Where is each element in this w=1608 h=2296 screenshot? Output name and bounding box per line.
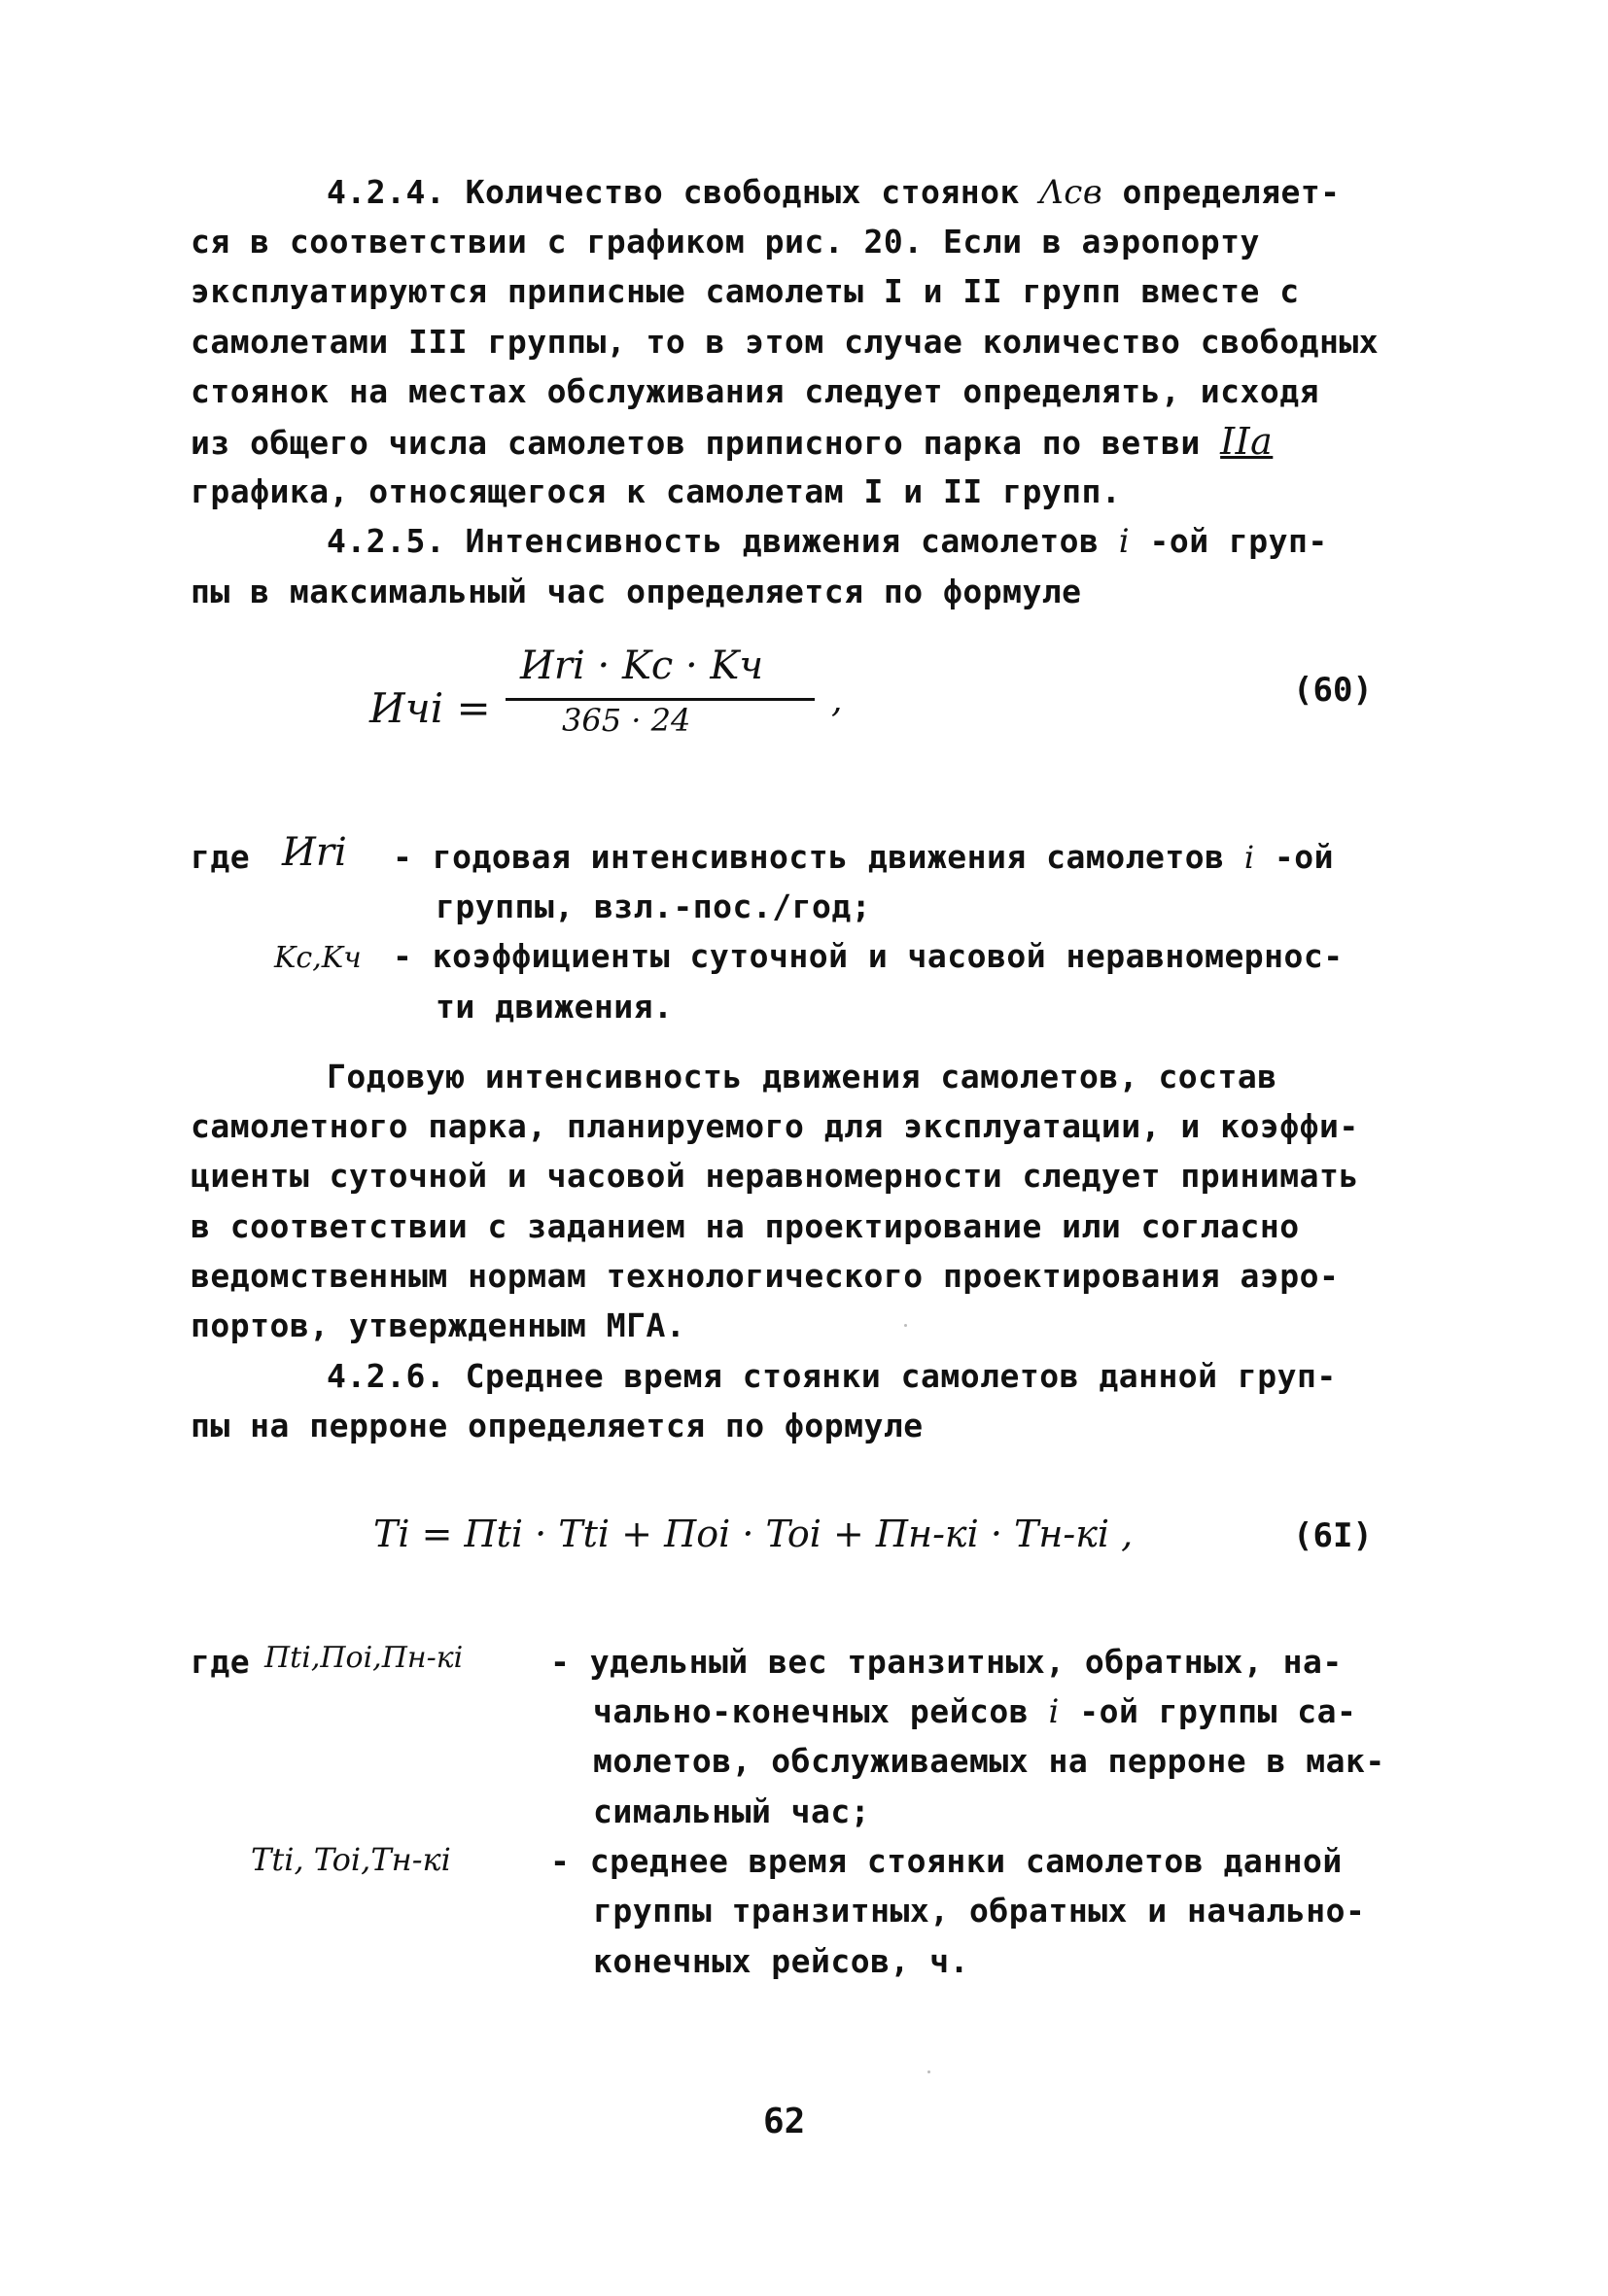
legend-60-def-2: - коэффициенты суточной и часовой неравномернос- — [393, 937, 1344, 975]
formula-61: Ti = Пti · Tti + Поi · Toi + Пн-кi · Тн-кi , — [373, 1513, 1134, 1555]
legend-61-def-1-cont-2: молетов, обслуживаемых на перроне в мак- — [593, 1742, 1385, 1780]
para-424-line-5: стоянок на местах обслуживания следует определять, исходя — [191, 372, 1319, 410]
symbol-i: i — [1118, 522, 1131, 561]
text: -ой груп- — [1130, 522, 1328, 560]
para-annual-line-5: ведомственным нормам технологического проектирования аэро- — [191, 1257, 1340, 1295]
legend-61-where: где — [191, 1643, 251, 1681]
legend-61-def-2-cont-2: конечных рейсов, ч. — [593, 1942, 969, 1980]
para-annual-line-1: Годовую интенсивность движения самолетов, состав — [327, 1058, 1277, 1096]
text: - годовая интенсивность движения самолетов — [393, 838, 1244, 876]
para-424-line-4: самолетами III группы, то в этом случае количество свободных — [191, 323, 1380, 361]
para-424-line-3: эксплуатируются приписные самолеты I и II групп вместе с — [191, 272, 1300, 310]
para-424-line-2: ся в соответствии с графиком рис. 20. Если в аэропорту — [191, 223, 1260, 261]
page-number: 62 — [763, 2102, 806, 2141]
legend-61-def-2: - среднее время стоянки самолетов данной — [550, 1842, 1343, 1880]
legend-61-def-1: - удельный вес транзитных, обратных, на- — [550, 1643, 1343, 1681]
symbol-free-stands: Λсв — [1039, 173, 1103, 212]
formula-61-number: (6I) — [1293, 1516, 1373, 1555]
para-426-line-2: пы на перроне определяется по формуле — [191, 1407, 924, 1444]
scan-speck — [927, 2070, 930, 2073]
para-426-line-1: 4.2.6. Среднее время стоянки самолетов данной груп- — [327, 1357, 1337, 1395]
para-425-line-2: пы в максимальный час определяется по формуле — [191, 573, 1082, 610]
legend-60-def-1 — [393, 838, 1334, 877]
symbol-i: i — [1243, 839, 1255, 876]
formula-60-fraction-bar — [506, 698, 815, 701]
text: чально-конечных рейсов — [593, 1692, 1049, 1730]
formula-60-number: (60) — [1293, 671, 1373, 710]
legend-60-def-1-cont: группы, взл.-пос./год; — [436, 887, 872, 925]
legend-60-where: где — [191, 838, 251, 876]
text: -ой — [1254, 838, 1335, 876]
para-425-line-1 — [327, 522, 1328, 561]
para-424-line-6 — [191, 422, 1273, 463]
para-annual-line-2: самолетного парка, планируемого для эксплуатации, и коэффи- — [191, 1107, 1359, 1145]
legend-61-symbol-2: Tti, Toi,Тн-кi — [251, 1841, 451, 1878]
symbol-branch-iia: IIa — [1220, 420, 1274, 463]
legend-61-symbol-1: Пti,Поi,Пн-кi — [264, 1641, 464, 1675]
symbol-i: i — [1048, 1692, 1060, 1731]
text: 4.2.5. Интенсивность движения самолетов — [327, 522, 1119, 560]
text: из общего числа самолетов приписного парка по ветви — [191, 424, 1221, 462]
formula-60-denominator: 365 · 24 — [562, 702, 691, 739]
para-annual-line-4: в соответствии с заданием на проектирование или согласно — [191, 1207, 1300, 1245]
para-annual-line-3: циенты суточной и часовой неравномерности следует принимать — [191, 1157, 1359, 1195]
text: 4.2.4. Количество свободных стоянок — [327, 173, 1040, 211]
formula-60-comma: , — [831, 680, 843, 720]
legend-61-def-1-cont-1 — [593, 1692, 1356, 1731]
text: определяет- — [1102, 173, 1341, 211]
para-annual-line-6: портов, утвержденным МГА. — [191, 1306, 686, 1344]
legend-60-def-2-cont: ти движения. — [436, 988, 674, 1026]
legend-60-symbol-2: Kc,Kч — [274, 941, 362, 975]
formula-60-numerator: Иri · Kc · Kч — [520, 644, 764, 688]
text: -ой группы са- — [1059, 1692, 1357, 1730]
legend-61-def-2-cont-1: группы транзитных, обратных и начально- — [593, 1892, 1366, 1930]
formula-60-lhs: Ичi = — [369, 684, 491, 732]
legend-60-symbol-1: Иri — [282, 830, 347, 875]
para-424-line-7: графика, относящегося к самолетам I и II групп. — [191, 472, 1122, 510]
para-424-line-1 — [327, 173, 1341, 212]
scan-speck — [904, 1324, 907, 1327]
legend-61-def-1-cont-3: симальный час; — [593, 1792, 871, 1830]
